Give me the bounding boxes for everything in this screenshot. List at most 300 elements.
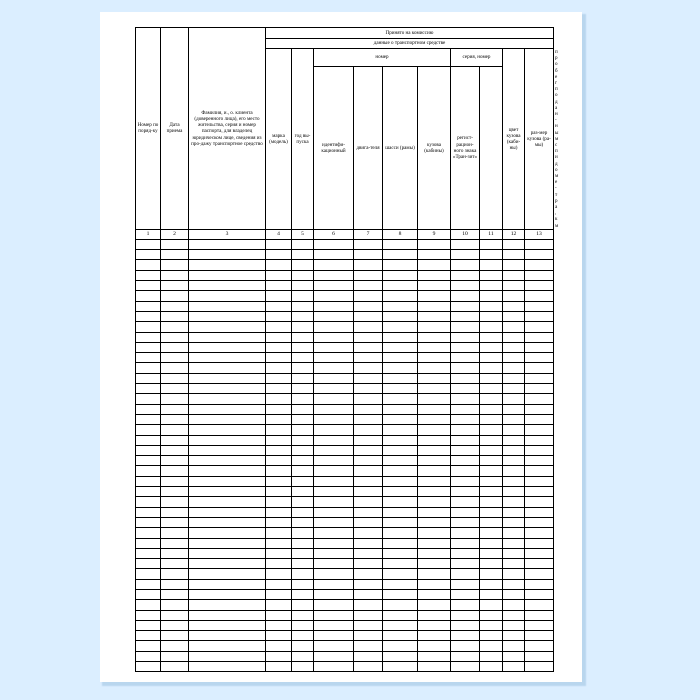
table-cell[interactable] — [418, 517, 451, 527]
table-cell[interactable] — [314, 239, 354, 249]
table-cell[interactable] — [418, 332, 451, 342]
table-cell[interactable] — [314, 600, 354, 610]
table-cell[interactable] — [136, 620, 161, 630]
table-cell[interactable] — [418, 548, 451, 558]
table-cell[interactable] — [525, 322, 554, 332]
table-cell[interactable] — [314, 548, 354, 558]
table-cell[interactable] — [314, 301, 354, 311]
table-cell[interactable] — [189, 528, 266, 538]
table-cell[interactable] — [266, 476, 292, 486]
table-cell[interactable] — [136, 631, 161, 641]
table-cell[interactable] — [418, 456, 451, 466]
table-cell[interactable] — [314, 414, 354, 424]
table-cell[interactable] — [314, 404, 354, 414]
table-cell[interactable] — [354, 487, 383, 497]
table-cell[interactable] — [189, 281, 266, 291]
table-cell[interactable] — [136, 610, 161, 620]
table-row[interactable] — [136, 651, 554, 661]
table-cell[interactable] — [292, 559, 314, 569]
table-cell[interactable] — [418, 631, 451, 641]
table-cell[interactable] — [266, 445, 292, 455]
table-cell[interactable] — [418, 281, 451, 291]
table-cell[interactable] — [525, 569, 554, 579]
table-cell[interactable] — [503, 662, 525, 672]
table-cell[interactable] — [161, 517, 189, 527]
table-cell[interactable] — [354, 404, 383, 414]
table-cell[interactable] — [314, 311, 354, 321]
table-cell[interactable] — [292, 497, 314, 507]
table-cell[interactable] — [383, 322, 418, 332]
table-cell[interactable] — [314, 487, 354, 497]
table-cell[interactable] — [161, 600, 189, 610]
table-cell[interactable] — [525, 250, 554, 260]
table-cell[interactable] — [383, 435, 418, 445]
table-cell[interactable] — [314, 651, 354, 661]
table-cell[interactable] — [503, 651, 525, 661]
table-row[interactable] — [136, 456, 554, 466]
table-cell[interactable] — [266, 487, 292, 497]
table-cell[interactable] — [354, 579, 383, 589]
table-cell[interactable] — [292, 466, 314, 476]
table-cell[interactable] — [161, 394, 189, 404]
table-row[interactable] — [136, 435, 554, 445]
table-cell[interactable] — [503, 425, 525, 435]
table-cell[interactable] — [354, 373, 383, 383]
table-cell[interactable] — [418, 239, 451, 249]
table-cell[interactable] — [266, 600, 292, 610]
table-cell[interactable] — [189, 589, 266, 599]
table-cell[interactable] — [292, 651, 314, 661]
table-cell[interactable] — [418, 589, 451, 599]
table-cell[interactable] — [451, 322, 480, 332]
table-cell[interactable] — [136, 281, 161, 291]
table-cell[interactable] — [354, 311, 383, 321]
table-cell[interactable] — [354, 528, 383, 538]
table-cell[interactable] — [480, 239, 503, 249]
table-cell[interactable] — [314, 250, 354, 260]
table-cell[interactable] — [480, 250, 503, 260]
table-cell[interactable] — [314, 589, 354, 599]
table-cell[interactable] — [292, 579, 314, 589]
table-cell[interactable] — [418, 414, 451, 424]
table-cell[interactable] — [136, 270, 161, 280]
table-cell[interactable] — [525, 610, 554, 620]
table-cell[interactable] — [480, 394, 503, 404]
table-cell[interactable] — [314, 456, 354, 466]
table-cell[interactable] — [189, 414, 266, 424]
table-cell[interactable] — [451, 507, 480, 517]
table-cell[interactable] — [292, 456, 314, 466]
table-cell[interactable] — [503, 620, 525, 630]
table-cell[interactable] — [418, 270, 451, 280]
table-cell[interactable] — [354, 281, 383, 291]
table-cell[interactable] — [354, 291, 383, 301]
table-cell[interactable] — [480, 517, 503, 527]
table-cell[interactable] — [266, 353, 292, 363]
table-cell[interactable] — [383, 589, 418, 599]
table-cell[interactable] — [451, 548, 480, 558]
table-cell[interactable] — [383, 301, 418, 311]
table-cell[interactable] — [418, 600, 451, 610]
table-cell[interactable] — [503, 384, 525, 394]
table-cell[interactable] — [161, 363, 189, 373]
table-cell[interactable] — [161, 311, 189, 321]
table-cell[interactable] — [189, 425, 266, 435]
table-cell[interactable] — [354, 270, 383, 280]
table-cell[interactable] — [451, 620, 480, 630]
table-cell[interactable] — [136, 487, 161, 497]
table-cell[interactable] — [525, 270, 554, 280]
table-cell[interactable] — [189, 404, 266, 414]
table-cell[interactable] — [161, 507, 189, 517]
table-cell[interactable] — [189, 548, 266, 558]
table-cell[interactable] — [354, 301, 383, 311]
table-cell[interactable] — [354, 332, 383, 342]
table-cell[interactable] — [161, 466, 189, 476]
table-cell[interactable] — [503, 445, 525, 455]
table-cell[interactable] — [136, 373, 161, 383]
table-cell[interactable] — [354, 559, 383, 569]
table-cell[interactable] — [503, 507, 525, 517]
table-cell[interactable] — [383, 332, 418, 342]
table-cell[interactable] — [292, 270, 314, 280]
table-cell[interactable] — [136, 517, 161, 527]
table-cell[interactable] — [266, 579, 292, 589]
table-cell[interactable] — [161, 497, 189, 507]
table-cell[interactable] — [161, 579, 189, 589]
table-cell[interactable] — [292, 291, 314, 301]
table-cell[interactable] — [503, 322, 525, 332]
table-cell[interactable] — [266, 641, 292, 651]
table-cell[interactable] — [136, 435, 161, 445]
table-cell[interactable] — [480, 281, 503, 291]
table-cell[interactable] — [266, 589, 292, 599]
table-cell[interactable] — [418, 445, 451, 455]
table-cell[interactable] — [503, 517, 525, 527]
table-cell[interactable] — [354, 610, 383, 620]
table-cell[interactable] — [189, 600, 266, 610]
table-cell[interactable] — [189, 466, 266, 476]
table-cell[interactable] — [189, 394, 266, 404]
table-cell[interactable] — [314, 641, 354, 651]
table-row[interactable] — [136, 600, 554, 610]
table-cell[interactable] — [480, 589, 503, 599]
table-cell[interactable] — [136, 569, 161, 579]
table-cell[interactable] — [525, 353, 554, 363]
table-cell[interactable] — [451, 281, 480, 291]
table-cell[interactable] — [292, 476, 314, 486]
table-cell[interactable] — [383, 239, 418, 249]
table-cell[interactable] — [161, 641, 189, 651]
table-cell[interactable] — [383, 569, 418, 579]
table-cell[interactable] — [383, 445, 418, 455]
table-row[interactable] — [136, 281, 554, 291]
table-cell[interactable] — [354, 425, 383, 435]
table-cell[interactable] — [480, 332, 503, 342]
table-cell[interactable] — [418, 394, 451, 404]
table-cell[interactable] — [161, 260, 189, 270]
table-cell[interactable] — [451, 569, 480, 579]
table-cell[interactable] — [480, 641, 503, 651]
table-cell[interactable] — [266, 281, 292, 291]
table-row[interactable] — [136, 487, 554, 497]
table-cell[interactable] — [480, 569, 503, 579]
table-cell[interactable] — [266, 342, 292, 352]
table-cell[interactable] — [480, 610, 503, 620]
table-row[interactable] — [136, 425, 554, 435]
table-cell[interactable] — [354, 342, 383, 352]
table-cell[interactable] — [314, 373, 354, 383]
table-cell[interactable] — [451, 610, 480, 620]
table-cell[interactable] — [451, 270, 480, 280]
table-cell[interactable] — [480, 291, 503, 301]
table-cell[interactable] — [314, 528, 354, 538]
table-cell[interactable] — [161, 404, 189, 414]
table-cell[interactable] — [503, 250, 525, 260]
table-cell[interactable] — [266, 311, 292, 321]
table-cell[interactable] — [161, 322, 189, 332]
table-cell[interactable] — [266, 651, 292, 661]
table-cell[interactable] — [354, 363, 383, 373]
table-cell[interactable] — [354, 507, 383, 517]
table-cell[interactable] — [451, 456, 480, 466]
table-cell[interactable] — [525, 281, 554, 291]
table-cell[interactable] — [266, 456, 292, 466]
table-row[interactable] — [136, 384, 554, 394]
table-cell[interactable] — [480, 476, 503, 486]
table-cell[interactable] — [451, 579, 480, 589]
table-cell[interactable] — [136, 466, 161, 476]
table-cell[interactable] — [266, 363, 292, 373]
table-cell[interactable] — [503, 487, 525, 497]
table-cell[interactable] — [161, 435, 189, 445]
table-cell[interactable] — [480, 620, 503, 630]
table-cell[interactable] — [354, 600, 383, 610]
table-cell[interactable] — [161, 559, 189, 569]
table-cell[interactable] — [136, 559, 161, 569]
table-cell[interactable] — [292, 569, 314, 579]
table-cell[interactable] — [189, 270, 266, 280]
table-cell[interactable] — [525, 239, 554, 249]
table-cell[interactable] — [383, 610, 418, 620]
table-cell[interactable] — [161, 250, 189, 260]
table-cell[interactable] — [503, 404, 525, 414]
table-row[interactable] — [136, 301, 554, 311]
table-cell[interactable] — [525, 620, 554, 630]
table-cell[interactable] — [383, 662, 418, 672]
table-row[interactable] — [136, 579, 554, 589]
table-cell[interactable] — [292, 301, 314, 311]
table-cell[interactable] — [354, 466, 383, 476]
table-cell[interactable] — [451, 559, 480, 569]
table-cell[interactable] — [383, 538, 418, 548]
table-cell[interactable] — [525, 435, 554, 445]
table-cell[interactable] — [266, 270, 292, 280]
table-cell[interactable] — [314, 620, 354, 630]
table-cell[interactable] — [161, 239, 189, 249]
table-cell[interactable] — [266, 528, 292, 538]
table-cell[interactable] — [189, 239, 266, 249]
table-cell[interactable] — [189, 651, 266, 661]
table-row[interactable] — [136, 559, 554, 569]
table-cell[interactable] — [266, 250, 292, 260]
table-cell[interactable] — [503, 589, 525, 599]
table-cell[interactable] — [451, 517, 480, 527]
table-cell[interactable] — [451, 311, 480, 321]
table-cell[interactable] — [354, 538, 383, 548]
table-cell[interactable] — [189, 363, 266, 373]
table-cell[interactable] — [354, 353, 383, 363]
table-cell[interactable] — [503, 538, 525, 548]
table-cell[interactable] — [503, 641, 525, 651]
table-cell[interactable] — [480, 322, 503, 332]
table-cell[interactable] — [161, 332, 189, 342]
table-cell[interactable] — [136, 363, 161, 373]
table-row[interactable] — [136, 332, 554, 342]
table-cell[interactable] — [383, 353, 418, 363]
table-cell[interactable] — [525, 311, 554, 321]
table-cell[interactable] — [136, 589, 161, 599]
table-cell[interactable] — [292, 404, 314, 414]
table-cell[interactable] — [503, 435, 525, 445]
table-cell[interactable] — [418, 528, 451, 538]
table-cell[interactable] — [480, 445, 503, 455]
table-cell[interactable] — [418, 497, 451, 507]
table-cell[interactable] — [314, 425, 354, 435]
table-cell[interactable] — [161, 414, 189, 424]
table-cell[interactable] — [354, 641, 383, 651]
table-cell[interactable] — [480, 311, 503, 321]
table-cell[interactable] — [418, 311, 451, 321]
table-row[interactable] — [136, 260, 554, 270]
table-cell[interactable] — [480, 425, 503, 435]
table-cell[interactable] — [525, 445, 554, 455]
table-row[interactable] — [136, 466, 554, 476]
table-cell[interactable] — [161, 528, 189, 538]
table-cell[interactable] — [189, 311, 266, 321]
table-cell[interactable] — [292, 620, 314, 630]
table-cell[interactable] — [480, 631, 503, 641]
table-cell[interactable] — [451, 301, 480, 311]
table-cell[interactable] — [292, 435, 314, 445]
table-cell[interactable] — [418, 301, 451, 311]
table-row[interactable] — [136, 342, 554, 352]
table-cell[interactable] — [189, 260, 266, 270]
table-cell[interactable] — [292, 239, 314, 249]
table-cell[interactable] — [136, 641, 161, 651]
table-cell[interactable] — [314, 342, 354, 352]
table-cell[interactable] — [189, 301, 266, 311]
table-cell[interactable] — [292, 342, 314, 352]
table-cell[interactable] — [314, 517, 354, 527]
table-cell[interactable] — [136, 404, 161, 414]
table-cell[interactable] — [451, 600, 480, 610]
table-cell[interactable] — [525, 631, 554, 641]
table-cell[interactable] — [451, 260, 480, 270]
table-cell[interactable] — [136, 322, 161, 332]
table-cell[interactable] — [314, 445, 354, 455]
table-row[interactable] — [136, 353, 554, 363]
table-cell[interactable] — [292, 610, 314, 620]
table-cell[interactable] — [292, 394, 314, 404]
table-cell[interactable] — [525, 373, 554, 383]
table-cell[interactable] — [292, 322, 314, 332]
table-cell[interactable] — [525, 404, 554, 414]
table-cell[interactable] — [418, 291, 451, 301]
table-cell[interactable] — [314, 384, 354, 394]
table-cell[interactable] — [525, 425, 554, 435]
table-cell[interactable] — [418, 538, 451, 548]
table-cell[interactable] — [189, 342, 266, 352]
table-cell[interactable] — [314, 497, 354, 507]
table-cell[interactable] — [189, 487, 266, 497]
table-cell[interactable] — [503, 394, 525, 404]
table-cell[interactable] — [503, 497, 525, 507]
table-cell[interactable] — [266, 373, 292, 383]
table-cell[interactable] — [451, 476, 480, 486]
table-row[interactable] — [136, 569, 554, 579]
table-cell[interactable] — [503, 373, 525, 383]
table-cell[interactable] — [503, 548, 525, 558]
table-cell[interactable] — [354, 620, 383, 630]
table-cell[interactable] — [292, 414, 314, 424]
table-cell[interactable] — [314, 507, 354, 517]
table-cell[interactable] — [314, 270, 354, 280]
table-cell[interactable] — [136, 332, 161, 342]
table-cell[interactable] — [383, 559, 418, 569]
table-cell[interactable] — [383, 363, 418, 373]
table-cell[interactable] — [161, 373, 189, 383]
table-cell[interactable] — [383, 476, 418, 486]
table-cell[interactable] — [189, 559, 266, 569]
table-cell[interactable] — [189, 538, 266, 548]
table-cell[interactable] — [451, 651, 480, 661]
table-cell[interactable] — [451, 435, 480, 445]
table-cell[interactable] — [314, 394, 354, 404]
table-cell[interactable] — [383, 548, 418, 558]
table-cell[interactable] — [354, 435, 383, 445]
table-cell[interactable] — [480, 260, 503, 270]
table-cell[interactable] — [451, 497, 480, 507]
table-cell[interactable] — [189, 353, 266, 363]
table-cell[interactable] — [480, 414, 503, 424]
table-cell[interactable] — [503, 631, 525, 641]
table-cell[interactable] — [451, 662, 480, 672]
table-cell[interactable] — [189, 507, 266, 517]
table-cell[interactable] — [503, 579, 525, 589]
table-cell[interactable] — [161, 342, 189, 352]
table-cell[interactable] — [383, 384, 418, 394]
table-cell[interactable] — [525, 589, 554, 599]
table-cell[interactable] — [136, 507, 161, 517]
table-cell[interactable] — [525, 260, 554, 270]
table-cell[interactable] — [161, 384, 189, 394]
table-cell[interactable] — [136, 250, 161, 260]
table-cell[interactable] — [503, 610, 525, 620]
table-cell[interactable] — [189, 445, 266, 455]
table-cell[interactable] — [354, 517, 383, 527]
table-cell[interactable] — [451, 641, 480, 651]
table-row[interactable] — [136, 239, 554, 249]
table-row[interactable] — [136, 414, 554, 424]
table-cell[interactable] — [292, 384, 314, 394]
table-cell[interactable] — [383, 342, 418, 352]
table-cell[interactable] — [383, 270, 418, 280]
table-cell[interactable] — [136, 301, 161, 311]
table-cell[interactable] — [314, 291, 354, 301]
table-cell[interactable] — [161, 569, 189, 579]
table-cell[interactable] — [161, 281, 189, 291]
